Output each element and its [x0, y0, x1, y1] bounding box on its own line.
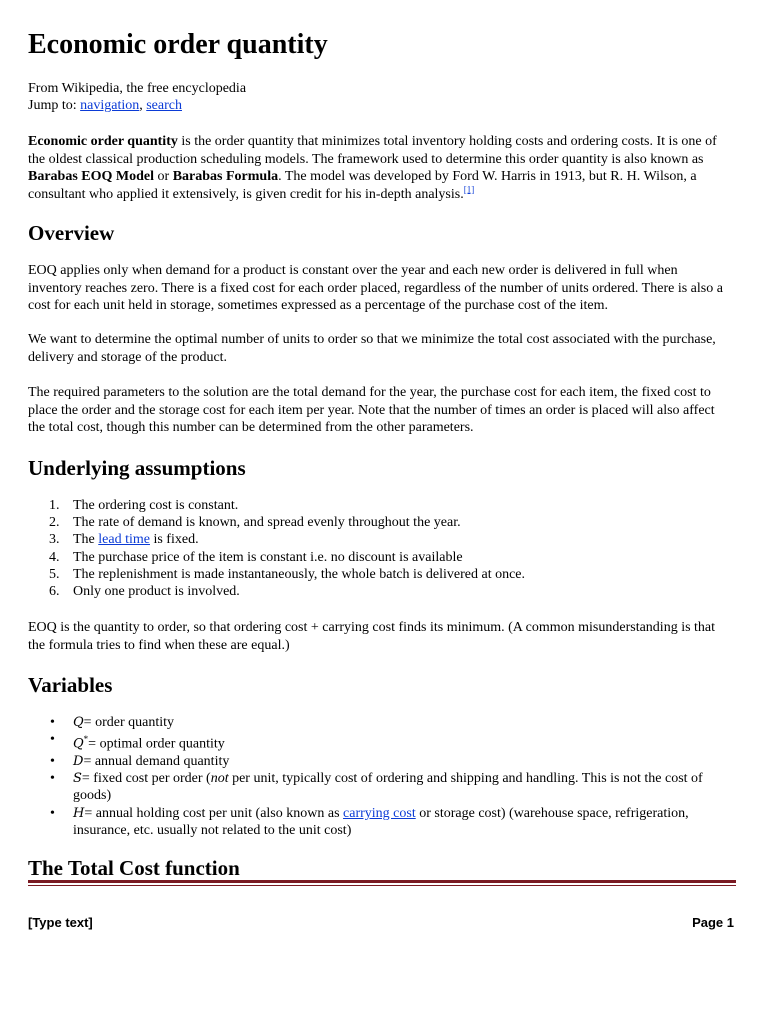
footer-left-text: [Type text]: [28, 915, 93, 930]
list-item: • S= fixed cost per order (not per unit, typically cost of ordering and shipping and handling. This is not the cost of goods): [50, 771, 703, 804]
variables-list: [28, 714, 728, 839]
assumptions-list: [28, 497, 728, 600]
carrying-cost-link[interactable]: carrying cost: [343, 805, 416, 821]
footer-page-number: Page 1: [692, 915, 734, 930]
footer-divider-thick: [28, 880, 736, 883]
overview-paragraph-1: EOQ applies only when demand for a product is constant over the year and each new order is delivered in full when inventory reaches zero. There is a fixed cost for each order placed, regardless of the number of units ordered. There is also a cost for each unit held in storage, sometimes expressed as a percentage of the purchase cost of the item.: [28, 263, 723, 313]
list-item: 2. The rate of demand is known, and spread evenly throughout the year.: [49, 515, 461, 531]
list-item: 6. Only one product is involved.: [49, 584, 240, 600]
search-link[interactable]: search: [146, 98, 182, 113]
navigation-link[interactable]: navigation: [80, 98, 140, 113]
overview-heading: Overview: [28, 221, 115, 245]
list-item: • Q= order quantity: [50, 715, 174, 730]
list-item: 4. The purchase price of the item is constant i.e. no discount is available: [49, 549, 463, 565]
list-item: 5. The replenishment is made instantaneously, the whole batch is delivered at once.: [49, 566, 526, 582]
variables-heading: Variables: [28, 673, 113, 697]
reference-1-link[interactable]: [1]: [463, 183, 475, 194]
subtitle-block: [28, 80, 246, 114]
overview-paragraph-2: We want to determine the optimal number of units to order so that we minimize the total cost associated with the purchase, delivery and storage of the product.: [28, 332, 716, 365]
assumptions-heading: Underlying assumptions: [28, 456, 246, 480]
intro-paragraph: Economic order quantity is the order quantity that minimizes total inventory holding costs and ordering costs. It is one of the oldest classical production scheduling models. The framework used to determine this order quantity is also known as Barabas EOQ Model or Barabas Formula. The model was developed by Ford W. Harris in 1913, but R. H. Wilson, a consultant who applied it extensively, is given credit for his in-depth analysis.[1]: [28, 134, 717, 202]
page-title: Economic order quantity: [28, 29, 328, 60]
list-item: • H= annual holding cost per unit (also known as carrying cost or storage cost) (warehouse space, refrigeration, insurance, etc. usually not related to the unit cost): [50, 805, 689, 838]
list-item: • Q*= optimal order quantity: [50, 732, 225, 752]
list-item: 1. The ordering cost is constant.: [49, 498, 239, 513]
total-cost-heading: The Total Cost function: [28, 856, 240, 880]
list-item: 3. The lead time is fixed.: [49, 532, 199, 548]
list-item: • D= annual demand quantity: [50, 754, 230, 770]
jump-line: Jump to: navigation, search: [28, 98, 182, 113]
footer-divider-thin: [28, 885, 736, 886]
from-line: From Wikipedia, the free encyclopedia: [28, 81, 247, 96]
overview-paragraph-3: The required parameters to the solution are the total demand for the year, the purchase cost for each item, the fixed cost to place the order and the storage cost for each item per year. Note that the number of times an order is placed will also affect the total cost, though this number can be determined from the other parameters.: [28, 385, 715, 435]
lead-time-link[interactable]: lead time: [98, 532, 150, 548]
eoq-note-paragraph: EOQ is the quantity to order, so that ordering cost + carrying cost finds its minimum. (A common misunderstanding is that the formula tries to find when these are equal.): [28, 620, 716, 653]
